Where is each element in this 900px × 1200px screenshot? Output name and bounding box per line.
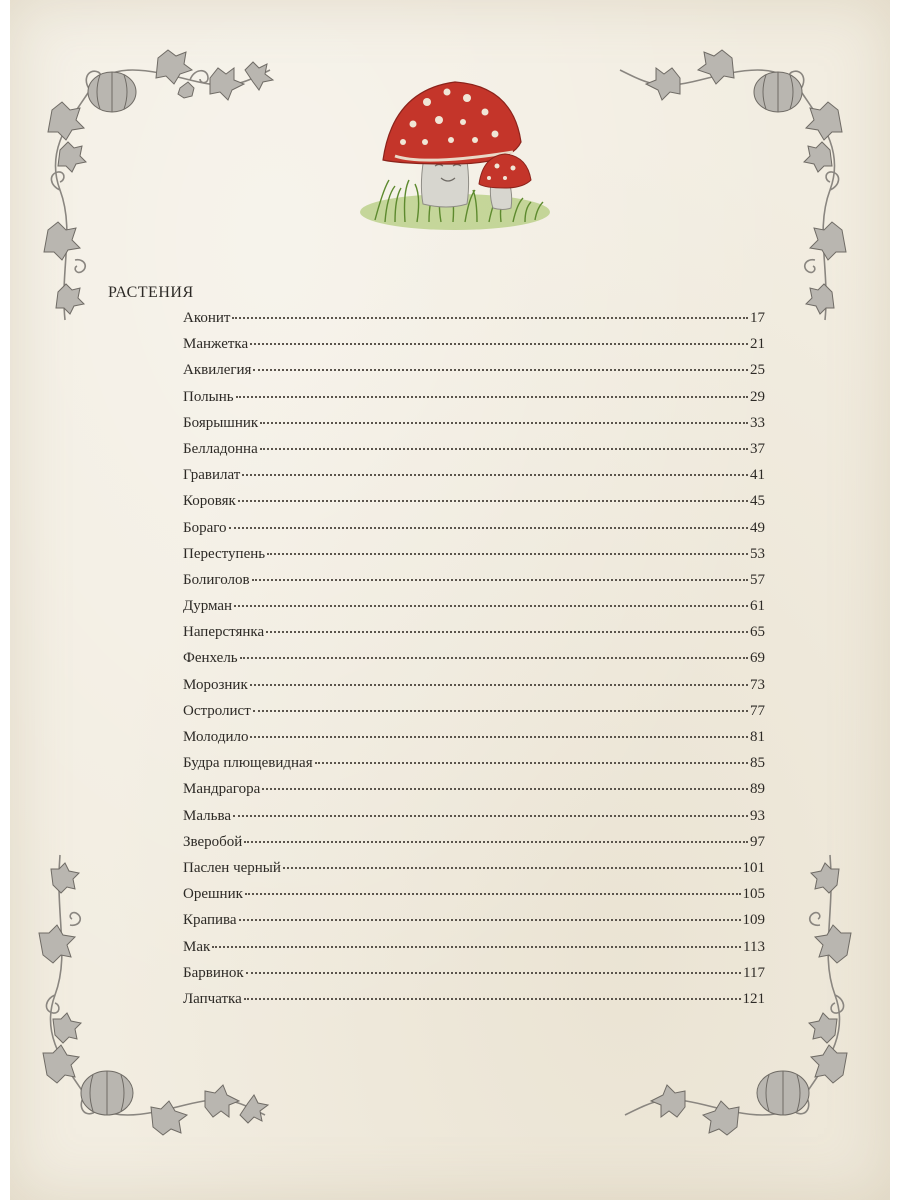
toc-leader-dots bbox=[266, 630, 748, 633]
toc-entry bbox=[183, 467, 765, 493]
toc-leader-dots bbox=[234, 604, 748, 607]
toc-entry bbox=[183, 703, 765, 729]
toc-entry bbox=[183, 441, 765, 467]
toc-entry-page: 17 bbox=[750, 310, 765, 326]
toc-entry bbox=[183, 572, 765, 598]
toc-entry-name: Фенхель bbox=[183, 650, 238, 667]
toc-entry-name: Манжетка bbox=[183, 336, 249, 353]
toc-entry-page: 41 bbox=[750, 467, 765, 484]
toc-entry bbox=[183, 310, 765, 336]
toc-entry-page: 25 bbox=[750, 362, 765, 379]
toc-entry bbox=[183, 546, 765, 572]
toc-entry-name: Белладонна bbox=[183, 440, 258, 457]
toc-entry-name: Боярышник bbox=[183, 414, 259, 431]
vine-ornament-top-left bbox=[30, 30, 280, 350]
toc-leader-dots bbox=[242, 473, 748, 476]
toc-entry bbox=[183, 336, 765, 362]
toc-entry-name: Зверобой bbox=[183, 833, 243, 850]
toc-entry-page: 73 bbox=[750, 676, 765, 693]
mushroom-illustration bbox=[355, 62, 555, 234]
toc-leader-dots bbox=[240, 656, 748, 659]
toc-entry bbox=[183, 598, 765, 624]
toc-leader-dots bbox=[250, 683, 748, 686]
toc-entry bbox=[183, 860, 765, 886]
toc-leader-dots bbox=[245, 892, 741, 895]
toc-entry bbox=[183, 991, 765, 1017]
toc-entry-name: Мальва bbox=[183, 807, 231, 824]
toc-entry-name: Паслен черный bbox=[183, 859, 281, 876]
toc-entry-page: 77 bbox=[750, 702, 765, 719]
toc-entry-name: Молодило bbox=[183, 729, 249, 745]
toc-leader-dots bbox=[233, 814, 748, 817]
toc-leader-dots bbox=[244, 840, 748, 843]
toc-entry-page: 97 bbox=[750, 833, 765, 850]
toc-entry bbox=[183, 493, 765, 519]
toc-leader-dots bbox=[232, 316, 748, 319]
toc-entry bbox=[183, 362, 765, 388]
toc-entry-page: 29 bbox=[750, 388, 765, 405]
toc-entry-name: Гравилат bbox=[183, 467, 241, 484]
toc-entry-page: 113 bbox=[743, 938, 765, 955]
toc-entry-name: Мак bbox=[183, 938, 211, 955]
toc-entry bbox=[183, 808, 765, 834]
toc-leader-dots bbox=[250, 342, 748, 345]
toc-entry-name: Крапива bbox=[183, 912, 237, 929]
toc-leader-dots bbox=[267, 552, 748, 555]
toc-leader-dots bbox=[262, 787, 748, 790]
toc-entry bbox=[183, 415, 765, 441]
toc-entry-page: 33 bbox=[750, 414, 765, 431]
toc-entry-page: 117 bbox=[743, 964, 765, 981]
toc-entry-name: Барвинок bbox=[183, 964, 244, 981]
toc-entry-page: 61 bbox=[750, 598, 765, 615]
toc-leader-dots bbox=[283, 866, 741, 869]
toc-entry-name: Мандрагора bbox=[183, 781, 261, 798]
toc-entry-page: 109 bbox=[742, 912, 765, 929]
toc-entry-name: Аквилегия bbox=[183, 362, 252, 379]
toc-entry-name: Коровяк bbox=[183, 493, 236, 510]
toc-entry bbox=[183, 781, 765, 807]
toc-entry-page: 105 bbox=[742, 886, 765, 903]
toc-leader-dots bbox=[253, 709, 748, 712]
toc-leader-dots bbox=[260, 447, 748, 450]
toc-entry-name: Наперстянка bbox=[183, 624, 265, 641]
toc-entry bbox=[183, 389, 765, 415]
toc-entry-name: Болиголов bbox=[183, 571, 250, 588]
toc-entry-page: 45 bbox=[750, 493, 765, 510]
toc-entry-name: Будра плющевидная bbox=[183, 755, 313, 772]
toc-leader-dots bbox=[253, 368, 748, 371]
toc-entry bbox=[183, 520, 765, 546]
toc-entry-name: Переступень bbox=[183, 545, 266, 562]
toc-entry bbox=[183, 939, 765, 965]
toc-entry-page: 65 bbox=[750, 624, 765, 641]
toc-entry-page: 49 bbox=[750, 519, 765, 536]
toc-entry bbox=[183, 624, 765, 650]
toc-entry-name: Дурман bbox=[183, 598, 233, 615]
toc-entry-name: Морозник bbox=[183, 676, 248, 693]
toc-entry-page: 21 bbox=[750, 336, 765, 353]
toc-leader-dots bbox=[236, 395, 748, 398]
toc-leader-dots bbox=[246, 971, 741, 974]
toc-entry-page: 85 bbox=[750, 755, 765, 772]
toc-leader-dots bbox=[244, 997, 741, 1000]
toc-entry-page: 57 bbox=[750, 571, 765, 588]
toc-entry-page: 69 bbox=[750, 650, 765, 667]
toc-entry bbox=[183, 677, 765, 703]
toc-entry-page: 121 bbox=[742, 990, 765, 1007]
toc-entry-page: 93 bbox=[750, 807, 765, 824]
toc-leader-dots bbox=[260, 421, 748, 424]
book-page bbox=[10, 0, 890, 1200]
toc-entry-name: Полынь bbox=[183, 388, 234, 405]
toc-entry bbox=[183, 886, 765, 912]
toc-list bbox=[183, 310, 765, 1017]
toc-entry bbox=[183, 912, 765, 938]
toc-entry-page: 81 bbox=[750, 729, 765, 745]
toc-leader-dots bbox=[252, 578, 748, 581]
toc-entry-name: Бораго bbox=[183, 519, 227, 536]
toc-entry-name: Аконит bbox=[183, 310, 231, 326]
toc-leader-dots bbox=[229, 526, 748, 529]
toc-entry bbox=[183, 755, 765, 781]
section-title: РАСТЕНИЯ bbox=[108, 284, 194, 301]
toc-entry-page: 37 bbox=[750, 440, 765, 457]
toc-entry-name: Лапчатка bbox=[183, 990, 242, 1007]
toc-entry-page: 53 bbox=[750, 545, 765, 562]
toc-entry bbox=[183, 834, 765, 860]
toc-leader-dots bbox=[212, 945, 741, 948]
toc-entry bbox=[183, 965, 765, 991]
toc-entry-name: Орешник bbox=[183, 886, 243, 903]
toc-leader-dots bbox=[315, 761, 748, 764]
toc-entry-page: 89 bbox=[750, 781, 765, 798]
vine-ornament-top-right bbox=[610, 30, 860, 350]
toc-entry bbox=[183, 729, 765, 755]
toc-leader-dots bbox=[250, 735, 748, 738]
toc-entry bbox=[183, 650, 765, 676]
toc-entry-name: Остролист bbox=[183, 702, 251, 719]
toc-leader-dots bbox=[238, 499, 748, 502]
toc-entry-page: 101 bbox=[742, 859, 765, 876]
toc-leader-dots bbox=[239, 918, 741, 921]
